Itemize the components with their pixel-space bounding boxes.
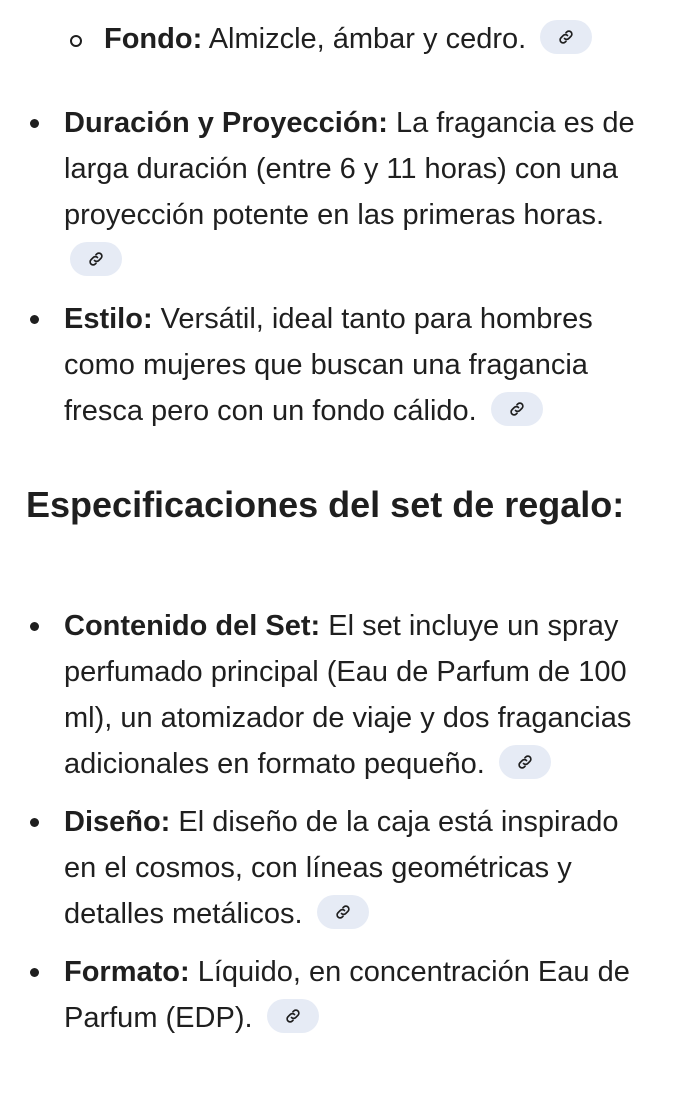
list-item-formato [30,949,650,1041]
list-item-contenido [30,603,650,787]
source-link-button[interactable] [70,242,122,276]
source-link-button[interactable] [491,392,543,426]
source-link-button[interactable] [540,20,592,54]
specs-list [30,603,650,1053]
item-label: Duración y Proyección: [64,107,388,139]
source-link-button[interactable] [267,999,319,1033]
section-heading: Especificaciones del set de regalo: [26,484,625,525]
hollow-bullet-icon [70,35,82,47]
list-item-duracion [30,100,650,284]
link-icon [284,1007,302,1025]
link-icon [516,753,534,771]
source-link-button[interactable] [317,895,369,929]
list-item-diseno [30,799,650,937]
bullet-icon [30,315,39,324]
link-icon [87,250,105,268]
notes-sublist [70,16,660,62]
list-item-estilo [30,296,650,434]
item-text: El diseño de la caja está inspirado en el cosmos, con líneas geométricas y detalles metálicos. [64,806,619,930]
item-text: Líquido, en concentración Eau de Parfum (EDP). [64,956,630,1034]
item-label: Contenido del Set: [64,610,321,642]
item-label: Fondo: [104,23,203,55]
item-text: La fragancia es de larga duración (entre 6 y 11 horas) con una proyección potente en las primeras horas. [64,107,635,231]
bullet-icon [30,622,39,631]
item-label: Formato: [64,956,190,988]
source-link-button[interactable] [499,745,551,779]
link-icon [334,903,352,921]
item-text: Versátil, ideal tanto para hombres como mujeres que buscan una fragancia fresca pero con un fondo cálido. [64,303,593,427]
item-text: Almizcle, ámbar y cedro. [202,23,527,55]
bullet-icon [30,818,39,827]
link-icon [557,28,575,46]
bullet-icon [30,968,39,977]
item-label: Estilo: [64,303,153,335]
list-item-fondo [70,16,660,62]
link-icon [508,400,526,418]
bullet-icon [30,119,39,128]
features-list [30,100,650,446]
item-text: El set incluye un spray perfumado principal (Eau de Parfum de 100 ml), un atomizador de viaje y dos fragancias adicionales en formato pequeño. [64,610,632,780]
item-label: Diseño: [64,806,171,838]
